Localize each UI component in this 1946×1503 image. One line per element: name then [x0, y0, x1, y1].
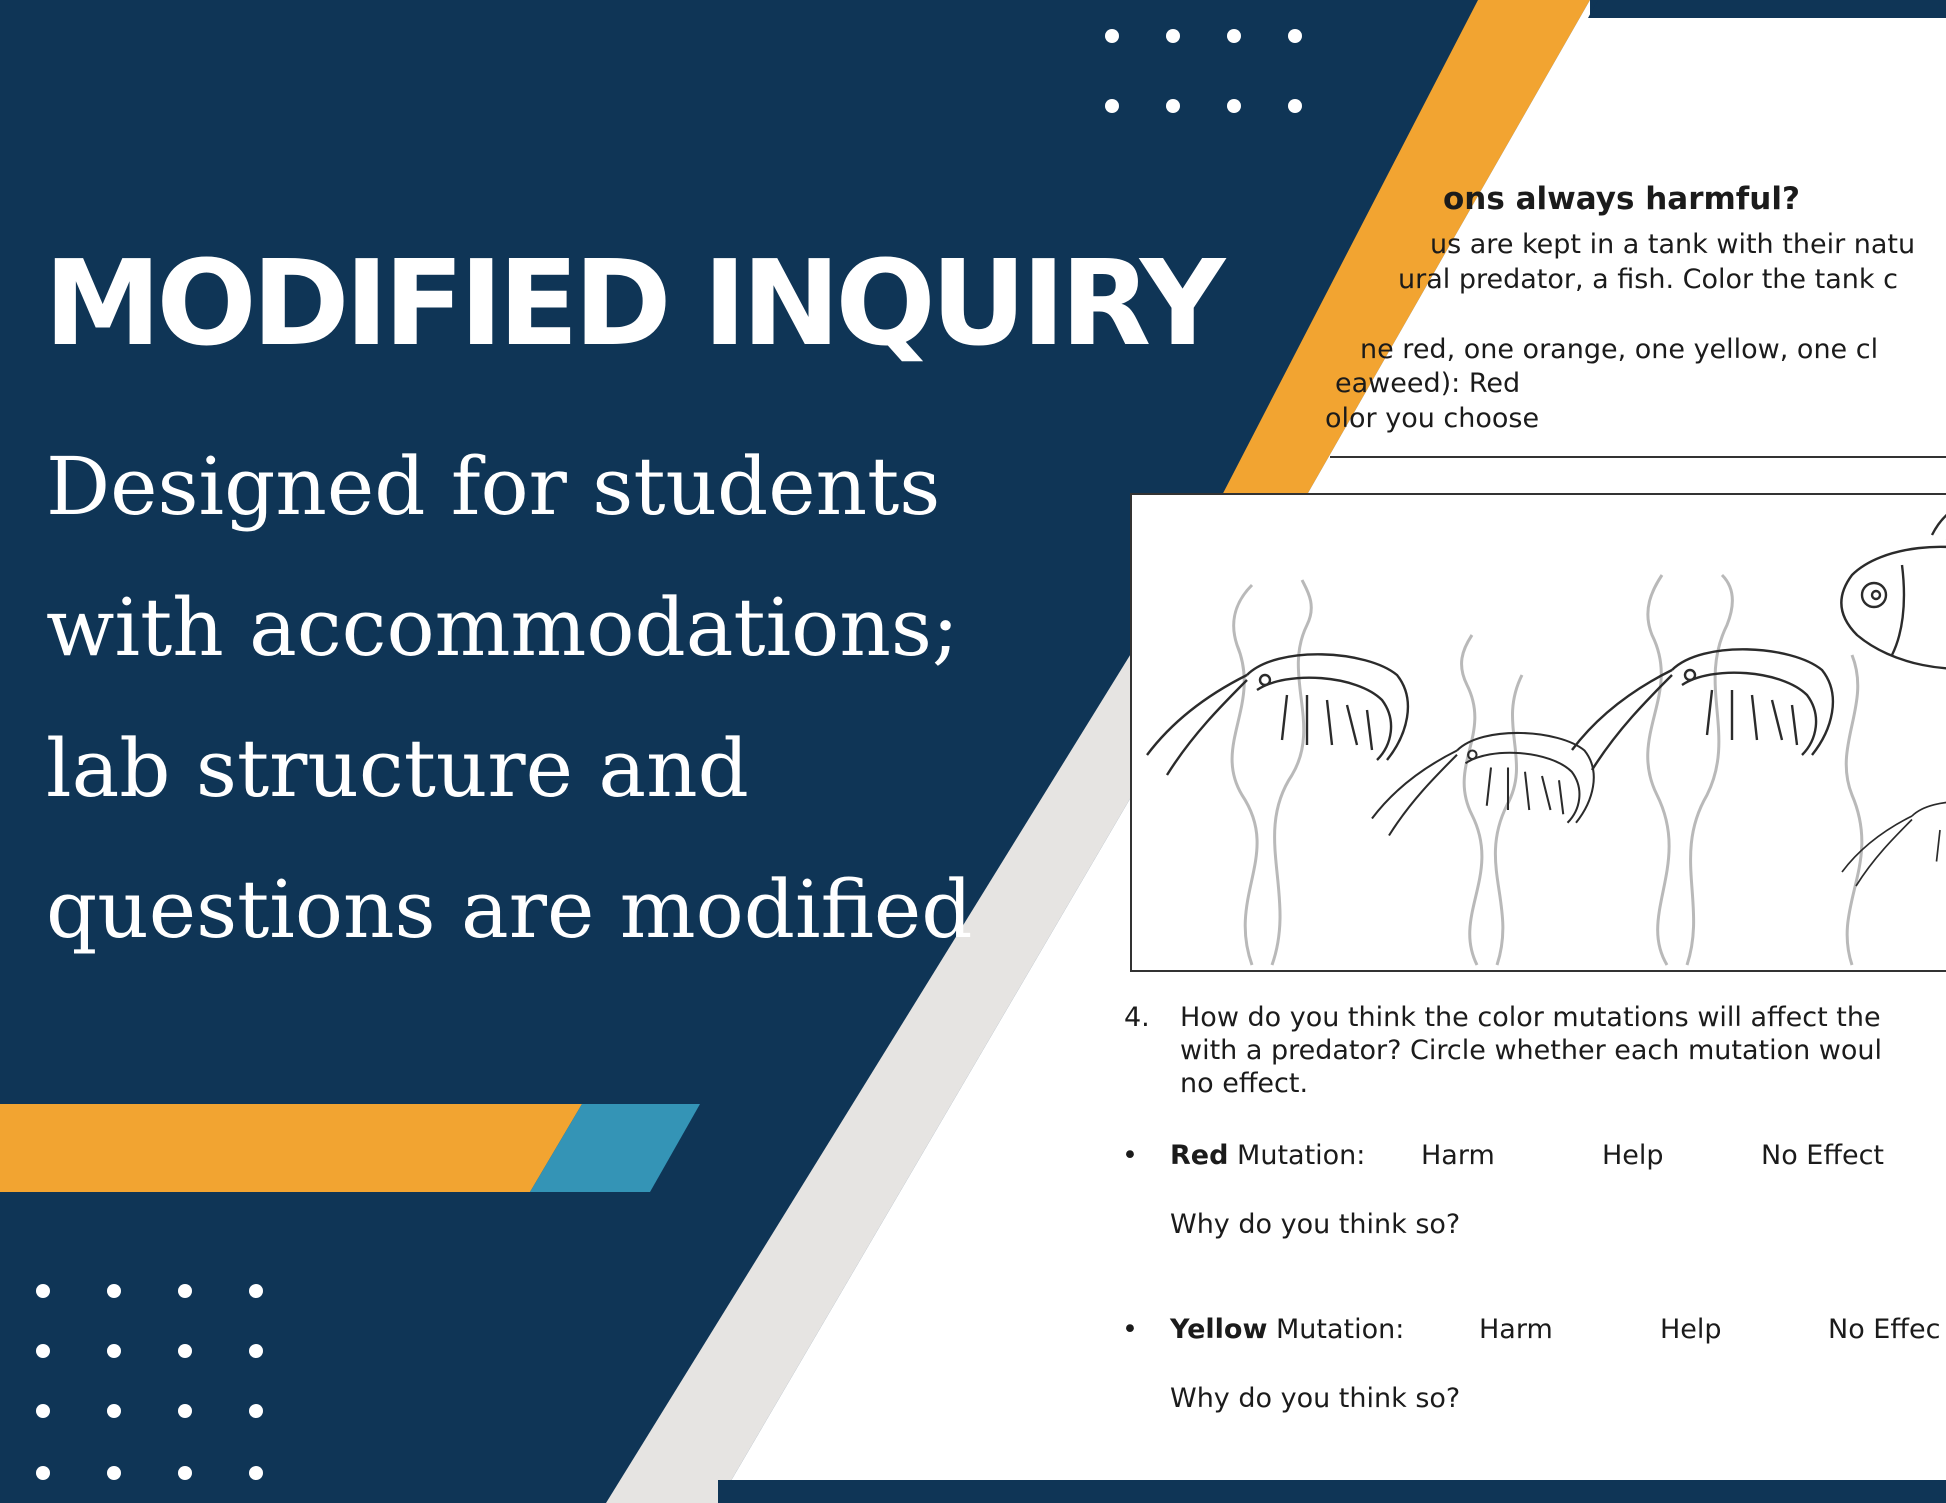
mutation-label: Mutation:	[1275, 1314, 1405, 1345]
option-help[interactable]: Help	[1602, 1140, 1664, 1171]
shrimp-icon	[1147, 654, 1408, 775]
mutation-color-word: Yellow	[1170, 1314, 1268, 1345]
mutation-item-red	[1170, 1139, 1365, 1173]
bullet: •	[1122, 1314, 1138, 1345]
followup-question: Why do you think so?	[1170, 1209, 1461, 1240]
fish-icon	[1841, 500, 1946, 669]
question-number: 4.	[1124, 1002, 1150, 1033]
shrimp-icon	[1372, 733, 1594, 836]
subheadline: Designed for students with accommodations; lab structure and questions are modified	[46, 440, 973, 956]
option-no-effect[interactable]: No Effect	[1761, 1140, 1885, 1171]
bullet: •	[1122, 1140, 1138, 1171]
question-line: no effect.	[1180, 1068, 1309, 1099]
shrimp-group	[1147, 649, 1946, 886]
option-harm[interactable]: Harm	[1421, 1140, 1495, 1171]
mutation-label: Mutation:	[1237, 1140, 1366, 1171]
worksheet-intro-line: ural predator, a fish. Color the tank c	[1398, 264, 1898, 295]
worksheet-instruction-line: ne red, one orange, one yellow, one cl	[1360, 334, 1879, 365]
followup-question: Why do you think so?	[1170, 1383, 1461, 1414]
headline: MODIFIED INQUIRY	[44, 234, 1221, 372]
tank-drawing	[1132, 495, 1946, 970]
question-line: How do you think the color mutations will affect the	[1180, 1002, 1881, 1033]
worksheet-title: ons always harmful?	[1443, 181, 1800, 217]
option-help[interactable]: Help	[1660, 1314, 1722, 1345]
option-no-effect[interactable]: No Effec	[1828, 1314, 1941, 1345]
seaweed	[1232, 575, 1862, 965]
shrimp-icon	[1572, 649, 1833, 770]
mutation-item-yellow	[1170, 1313, 1404, 1347]
worksheet-intro-line: us are kept in a tank with their natu	[1430, 229, 1916, 260]
worksheet-instruction-line: eaweed): Red	[1335, 368, 1521, 399]
option-harm[interactable]: Harm	[1479, 1314, 1553, 1345]
tank-illustration	[1130, 493, 1946, 972]
section-divider	[1330, 456, 1946, 458]
question-line: with a predator? Circle whether each mutation woul	[1180, 1035, 1883, 1066]
mutation-color-word: Red	[1170, 1140, 1229, 1171]
worksheet-instruction-line: olor you choose	[1325, 403, 1540, 434]
